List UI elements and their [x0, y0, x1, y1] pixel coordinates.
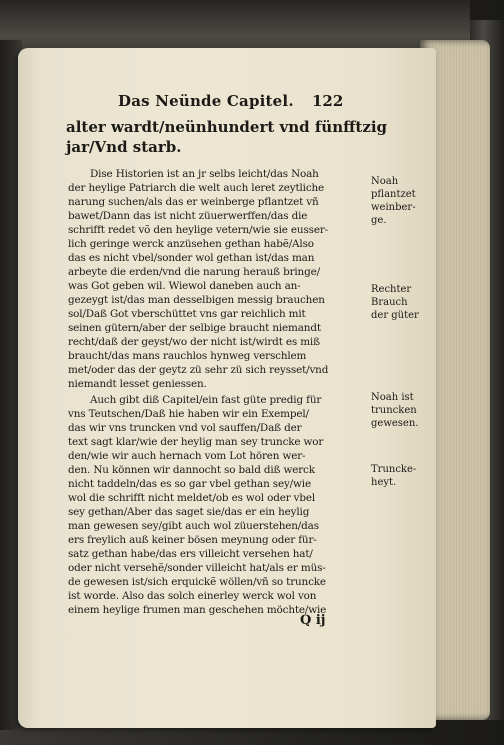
- margin-note-line: pflantzet: [371, 189, 416, 200]
- signature-mark: Q ij: [300, 613, 326, 628]
- chapter-header: Das Neünde Capitel.: [118, 92, 294, 110]
- body-line: Auch gibt diß Capitel/ein fast güte predig für: [90, 394, 322, 406]
- margin-note-line: Rechter: [371, 284, 412, 295]
- body-line: lich geringe werck anzüsehen gethan habẽ/Also: [68, 238, 314, 250]
- body-line: vns Teutschen/Daß hie haben wir ein Exempel/: [68, 408, 309, 420]
- margin-note-line: heyt.: [371, 477, 397, 488]
- body-line: was Got geben wil. Wiewol daneben auch an-: [68, 280, 301, 292]
- margin-note-line: gewesen.: [371, 418, 419, 429]
- body-line: nicht taddeln/das es so gar vbel gethan sey/wie: [68, 478, 311, 490]
- page-number: 122: [312, 92, 344, 110]
- body-line: ist worde. Also das solch einerley werck wol von: [68, 590, 317, 602]
- body-line: den/wie wir auch hernach vom Lot hören wer-: [68, 450, 306, 462]
- body-line: das wir vns truncken vnd vol sauffen/Daß der: [68, 422, 302, 434]
- margin-note-line: ge.: [371, 215, 387, 226]
- body-line: sol/Daß Got vberschüttet vns gar reichlich mit: [68, 308, 306, 320]
- heading-line: jar/Vnd starb.: [66, 138, 182, 156]
- body-line: ers freylich auß keiner bösen meynung oder für-: [68, 534, 317, 546]
- margin-note-line: Truncke-: [371, 464, 417, 475]
- margin-note-line: Brauch: [371, 297, 408, 308]
- margin-note-line: weinber-: [371, 202, 416, 213]
- body-line: den. Nu können wir dannocht so bald diß werck: [68, 464, 315, 476]
- body-line: met/oder das der geytz zü sehr zü sich reysset/vnd: [68, 364, 329, 376]
- margin-note-line: truncken: [371, 405, 417, 416]
- body-line: braucht/das mans rauchlos hynweg verschlem: [68, 350, 307, 362]
- margin-note-line: der güter: [371, 310, 419, 321]
- body-line: oder nicht versehẽ/sonder villeicht hat/als er müs-: [68, 562, 326, 574]
- body-line: bawet/Dann das ist nicht züuerwerffen/das die: [68, 210, 308, 222]
- margin-note-line: Noah ist: [371, 392, 414, 403]
- body-line: schrifft redet võ den heylige vetern/wie sie eusser-: [68, 224, 328, 236]
- body-line: arbeyte die erden/vnd die narung herauß bringe/: [68, 266, 320, 278]
- body-line: einem heylige frumen man geschehen möchte/wie: [68, 604, 327, 616]
- body-line: text sagt klar/wie der heylig man sey truncke wor: [68, 436, 324, 448]
- body-line: satz gethan habe/das ers villeicht versehen hat/: [68, 548, 313, 560]
- body-line: seinen gütern/aber der selbige braucht niemandt: [68, 322, 321, 334]
- body-line: Dise Historien ist an jr selbs leicht/das Noah: [90, 168, 319, 180]
- body-line: wol die schrifft nicht meldet/ob es wol oder vbel: [68, 492, 316, 504]
- margin-note-line: Noah: [371, 176, 399, 187]
- heading-line: alter wardt/neünhundert vnd fünfftzig: [66, 118, 388, 136]
- body-line: gezeygt ist/das man desselbigen messig brauchen: [68, 294, 325, 306]
- body-line: das es nicht vbel/sonder wol gethan ist/das man: [68, 252, 315, 264]
- body-line: recht/daß der geyst/wo der nicht ist/wirdt es miß: [68, 336, 320, 348]
- body-line: man gewesen sey/gibt auch wol züuerstehen/das: [68, 520, 319, 532]
- body-line: niemandt lesset geniessen.: [68, 378, 207, 390]
- body-line: de gewesen ist/sich erquickẽ wöllen/vñ so truncke: [68, 576, 326, 588]
- body-line: narung suchen/als das er weinberge pflantzet vñ: [68, 196, 319, 208]
- body-line: der heylige Patriarch die welt auch leret zeytliche: [68, 182, 325, 194]
- body-line: sey gethan/Aber das saget sie/das er ein heylig: [68, 506, 310, 518]
